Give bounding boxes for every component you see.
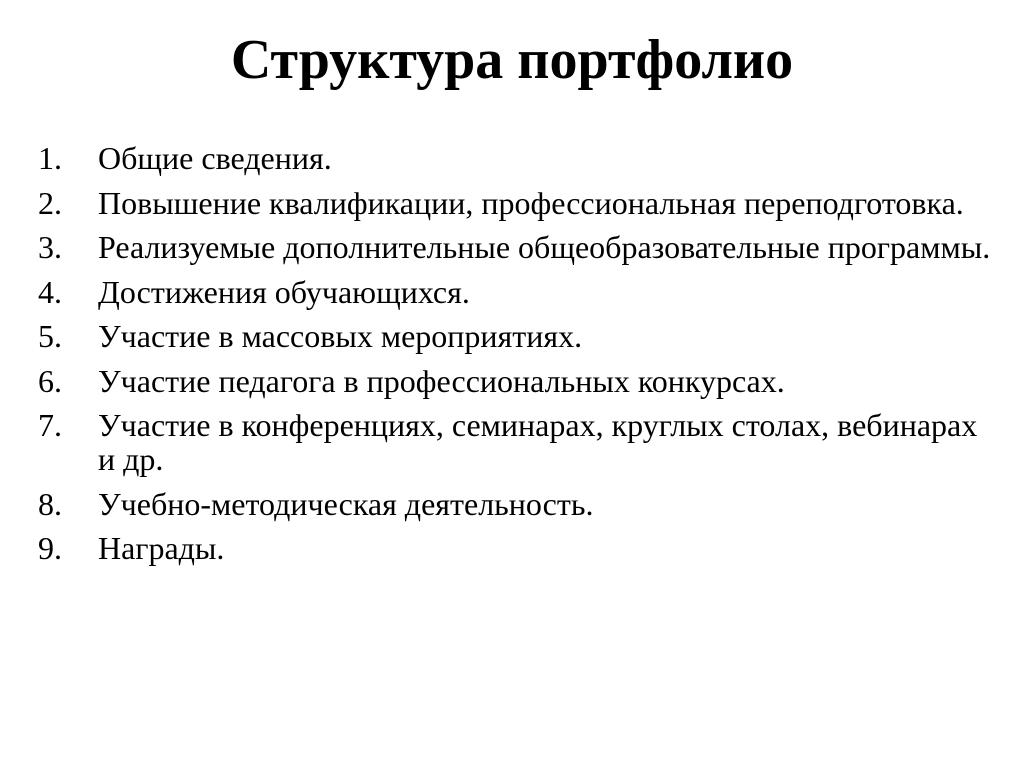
list-item bbox=[38, 531, 998, 565]
list-item-number: 4. bbox=[38, 273, 62, 310]
list-item-number: 6. bbox=[38, 362, 62, 399]
list-item bbox=[38, 275, 998, 309]
list-item-text: Учебно-методическая деятельность. bbox=[98, 485, 594, 522]
list-item bbox=[38, 186, 998, 220]
list-item-text: Участие в конференциях, семинарах, круглых столах, вебинарах и др. bbox=[98, 407, 978, 477]
slide-title: Структура портфолио bbox=[230, 29, 794, 91]
list-item-number: 1. bbox=[38, 140, 62, 176]
list-item bbox=[38, 364, 998, 398]
portfolio-structure-list bbox=[38, 141, 998, 576]
list-item bbox=[38, 141, 998, 175]
list-item-number: 2. bbox=[38, 184, 62, 221]
list-item-number: 9. bbox=[38, 530, 62, 566]
list-item-number: 7. bbox=[38, 407, 62, 443]
list-item-text: Участие в массовых мероприятиях. bbox=[98, 318, 583, 354]
list-item-text: Награды. bbox=[98, 530, 225, 566]
list-item-number: 8. bbox=[38, 485, 62, 522]
list-item-number: 5. bbox=[38, 318, 62, 354]
list-item bbox=[38, 408, 998, 476]
list-item-number: 3. bbox=[38, 229, 62, 265]
list-item bbox=[38, 230, 998, 264]
list-item-text: Реализуемые дополнительные общеобразовательные программы. bbox=[98, 229, 991, 265]
list-item-text: Общие сведения. bbox=[98, 140, 332, 176]
list-item bbox=[38, 487, 998, 521]
list-item bbox=[38, 319, 998, 353]
list-item-text: Участие педагога в профессиональных конкурсах. bbox=[98, 362, 785, 399]
list-item-text: Повышение квалификации, профессиональная переподготовка. bbox=[98, 184, 964, 221]
list-item-text: Достижения обучающихся. bbox=[98, 273, 470, 310]
